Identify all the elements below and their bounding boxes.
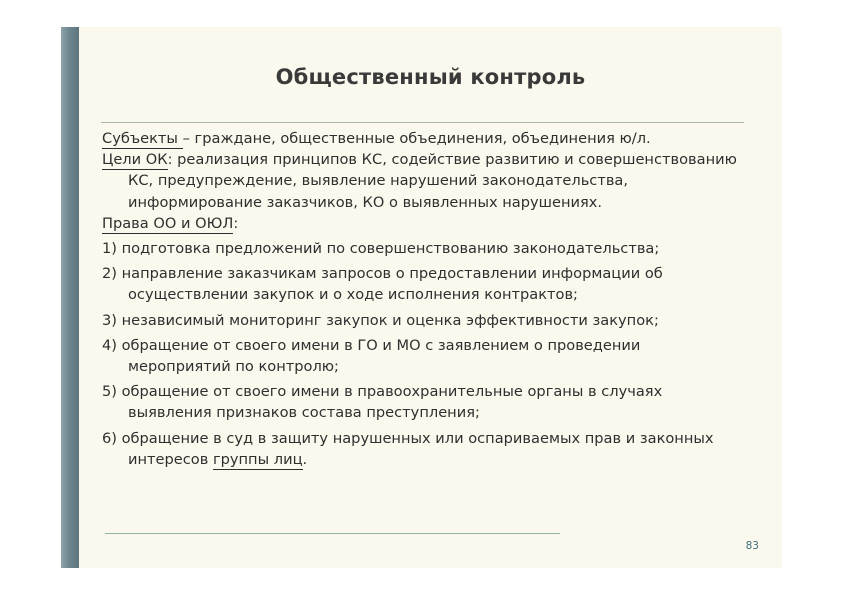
- rights-item: 2) направление заказчикам запросов о предоставлении информации об осуществлении закупок и о ходе исполнения контрактов;: [102, 265, 663, 304]
- rights-item: 4) обращение от своего имени в ГО и МО с заявлением о проведении мероприятий по контролю;: [102, 336, 641, 376]
- subjects-paragraph: [102, 128, 742, 149]
- goals-term: Цели ОК: [102, 151, 168, 169]
- rights-item-last-text: 6) обращение в суд в защиту нарушенных или оспариваемых прав и законных интересов: [102, 429, 714, 468]
- page-number: 83: [745, 540, 759, 552]
- title-divider: [101, 122, 744, 123]
- slide-body: [102, 128, 742, 470]
- subjects-text: – граждане, общественные объединения, объединения ю/л.: [182, 130, 651, 147]
- rights-item-last: [102, 428, 742, 470]
- subjects-term: Субъекты: [102, 130, 183, 147]
- goals-text: : реализация принципов КС, содействие развитию и совершенствованию КС, предупреждение, выявление нарушений законодательства, информирование заказчиков, КО о выявленных нарушениях.: [128, 151, 737, 211]
- slide: [61, 27, 782, 568]
- rights-term: Права ОО и ОЮЛ: [102, 214, 234, 232]
- rights-item-last-emphasis: группы лиц: [212, 450, 303, 468]
- rights-item: 3) независимый мониторинг закупок и оценка эффективности закупок;: [102, 311, 659, 329]
- rights-item: 5) обращение от своего имени в правоохранительные органы в случаях выявления признаков состава преступления;: [102, 383, 663, 422]
- rights-item: 1) подготовка предложений по совершенствованию законодательства;: [102, 240, 660, 258]
- rights-heading: [102, 213, 742, 234]
- slide-title: Общественный контроль: [275, 65, 586, 89]
- rights-colon: :: [233, 214, 239, 232]
- goals-paragraph: [102, 149, 742, 213]
- footer-divider: [105, 533, 560, 534]
- rights-item-last-end: .: [302, 450, 308, 468]
- side-bar: [61, 27, 79, 568]
